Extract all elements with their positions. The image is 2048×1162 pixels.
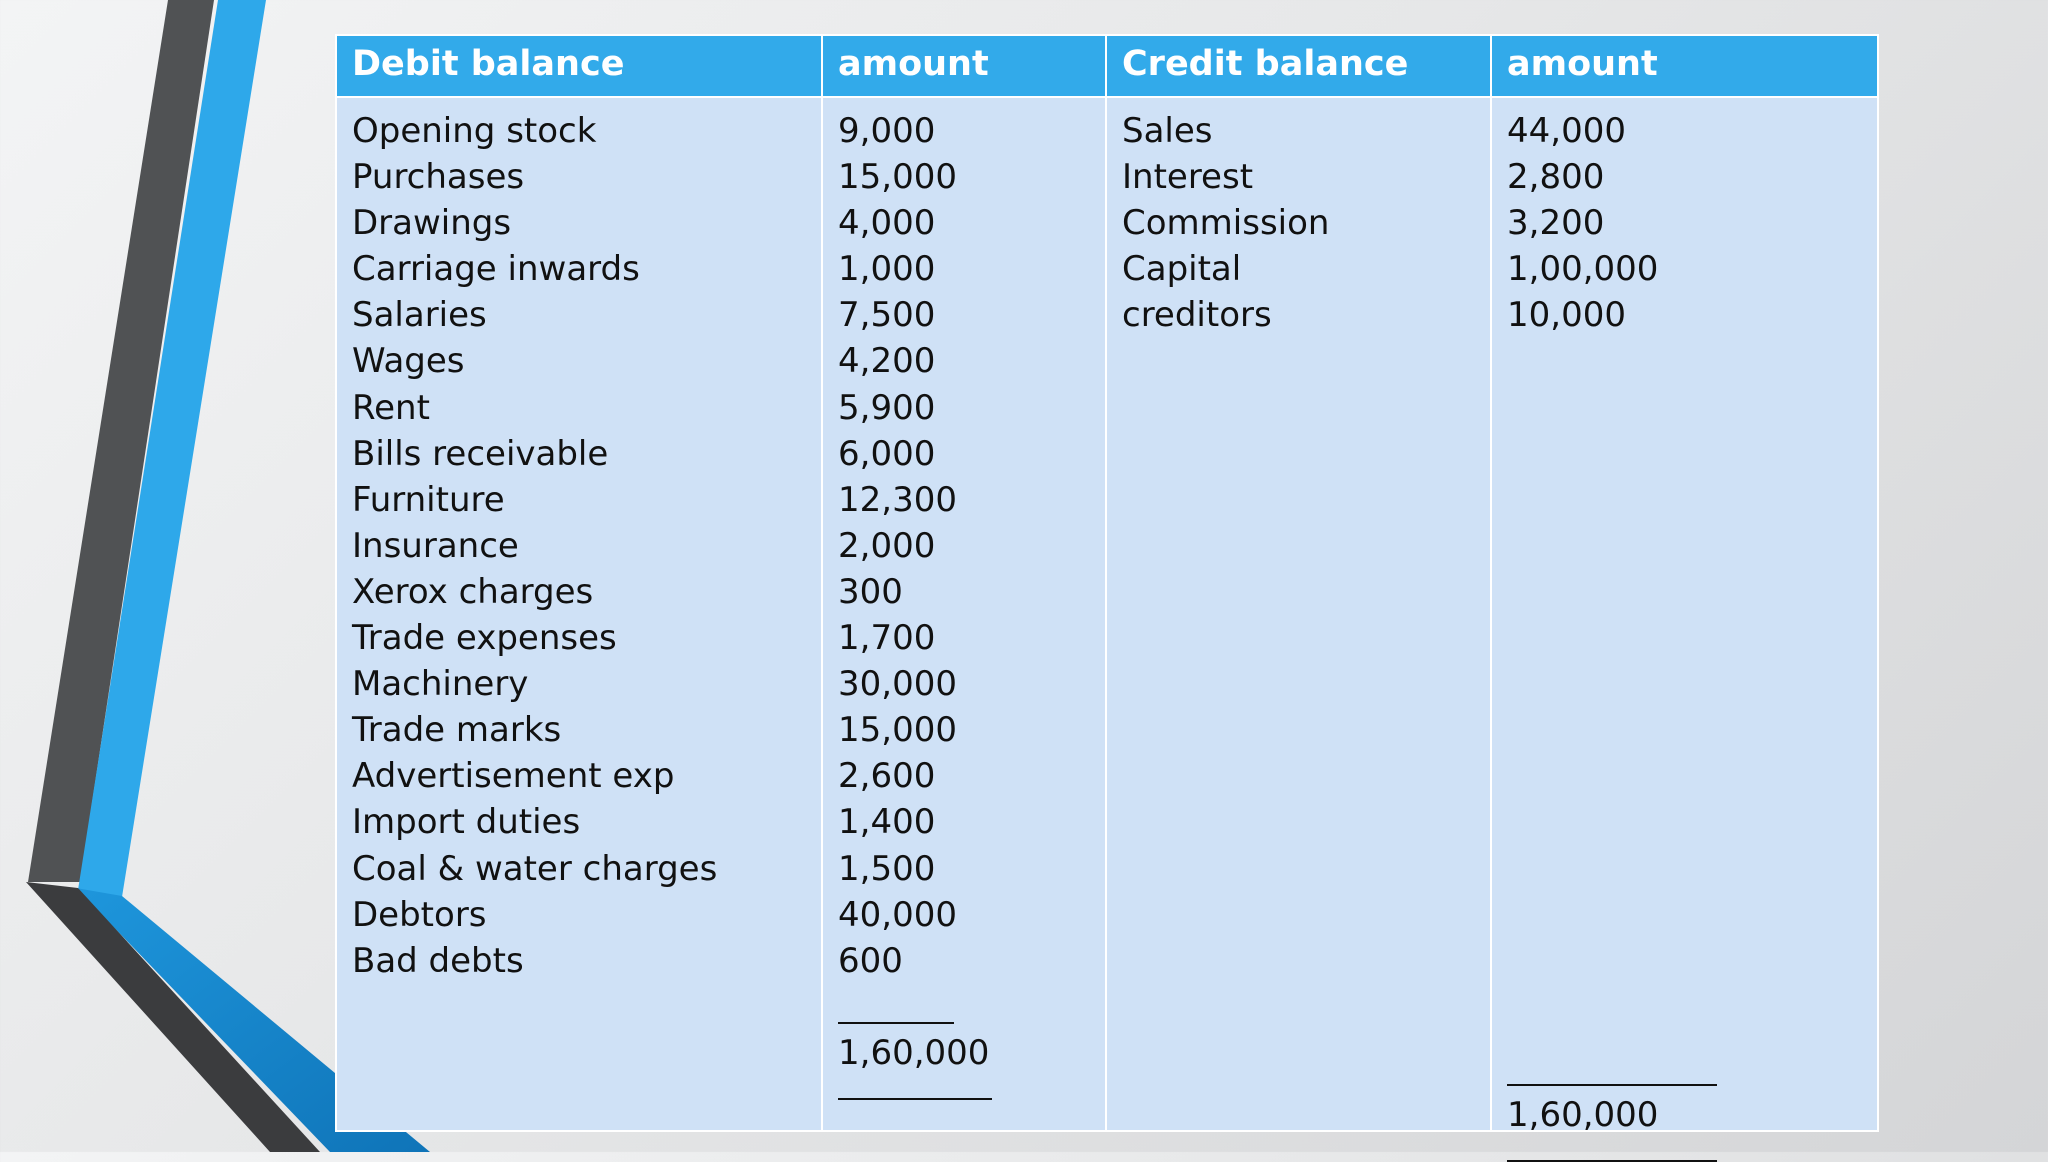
- debit-item-name: Xerox charges: [352, 571, 594, 612]
- debit-names-cell: [336, 97, 822, 1131]
- dark-band: [26, 882, 320, 1152]
- debit-item-name: Carriage inwards: [352, 249, 640, 290]
- debit-item-name: Coal & water charges: [352, 848, 718, 889]
- debit-balance-header: Debit balance: [336, 35, 822, 97]
- credit-amount-header: amount: [1491, 35, 1878, 97]
- debit-item-name: Trade marks: [352, 710, 562, 751]
- debit-item-amount: 1,000: [838, 249, 936, 290]
- credit-balance-header: Credit balance: [1106, 35, 1491, 97]
- credit-item-amount: 44,000: [1507, 111, 1626, 151]
- debit-item-amount: 1,500: [838, 848, 936, 889]
- debit-item-amount: 7,500: [838, 295, 936, 336]
- debit-item-name: Salaries: [352, 295, 487, 336]
- debit-item-name: Bills receivable: [352, 433, 609, 474]
- credit-amounts-cell: [1491, 97, 1878, 1135]
- header-row: [336, 35, 1878, 97]
- debit-item-amount: 15,000: [838, 157, 957, 198]
- debit-item-name: Bad debts: [352, 940, 524, 981]
- debit-item-name: Import duties: [352, 802, 581, 843]
- debit-total-rule-top: [838, 1022, 954, 1024]
- debit-amount-header: amount: [822, 35, 1106, 97]
- debit-total: 1,60,000: [838, 1032, 990, 1073]
- debit-item-name: Opening stock: [352, 111, 597, 151]
- debit-item-amount: 2,000: [838, 525, 936, 566]
- debit-item-amount: 12,300: [838, 479, 957, 520]
- debit-item-name: Machinery: [352, 664, 529, 705]
- credit-total: 1,60,000: [1507, 1095, 1659, 1135]
- debit-item-name: Drawings: [352, 203, 512, 244]
- credit-item-name: Commission: [1122, 203, 1330, 244]
- debit-item-name: Debtors: [352, 894, 487, 935]
- debit-item-amount: 4,000: [838, 203, 936, 244]
- debit-item-amount: 1,400: [838, 802, 936, 843]
- debit-amounts-cell: [822, 97, 1106, 1131]
- credit-item-amount: 1,00,000: [1507, 249, 1659, 290]
- body-row: [336, 97, 1878, 1131]
- debit-item-name: Purchases: [352, 157, 525, 198]
- credit-names-cell: [1106, 97, 1491, 1131]
- debit-item-amount: 6,000: [838, 433, 936, 474]
- debit-total-rule-bottom: [838, 1098, 992, 1100]
- credit-item-name: Sales: [1122, 111, 1213, 151]
- debit-item-amount: 4,200: [838, 341, 936, 382]
- debit-item-amount: 40,000: [838, 894, 957, 935]
- debit-item-amount: 1,700: [838, 618, 936, 659]
- credit-item-amount: 10,000: [1507, 295, 1626, 336]
- debit-item-name: Trade expenses: [352, 618, 617, 659]
- debit-item-name: Insurance: [352, 525, 519, 566]
- debit-item-amount: 5,900: [838, 387, 936, 428]
- credit-total-rule-top: [1507, 1084, 1717, 1086]
- debit-item-name: Advertisement exp: [352, 756, 675, 797]
- credit-item-name: Interest: [1122, 157, 1254, 198]
- credit-item-amount: 2,800: [1507, 157, 1605, 198]
- debit-item-amount: 9,000: [838, 111, 936, 151]
- debit-item-amount: 15,000: [838, 710, 957, 751]
- credit-item-name: Capital: [1122, 249, 1242, 290]
- debit-item-amount: 30,000: [838, 664, 957, 705]
- credit-item-amount: 3,200: [1507, 203, 1605, 244]
- debit-item-name: Rent: [352, 387, 430, 428]
- debit-item-name: Furniture: [352, 479, 505, 520]
- debit-item-amount: 2,600: [838, 756, 936, 797]
- debit-item-amount: 300: [838, 571, 903, 612]
- debit-item-name: Wages: [352, 341, 465, 382]
- trial-balance-table: [335, 34, 1879, 1135]
- credit-item-name: creditors: [1122, 295, 1272, 336]
- debit-item-amount: 600: [838, 940, 903, 981]
